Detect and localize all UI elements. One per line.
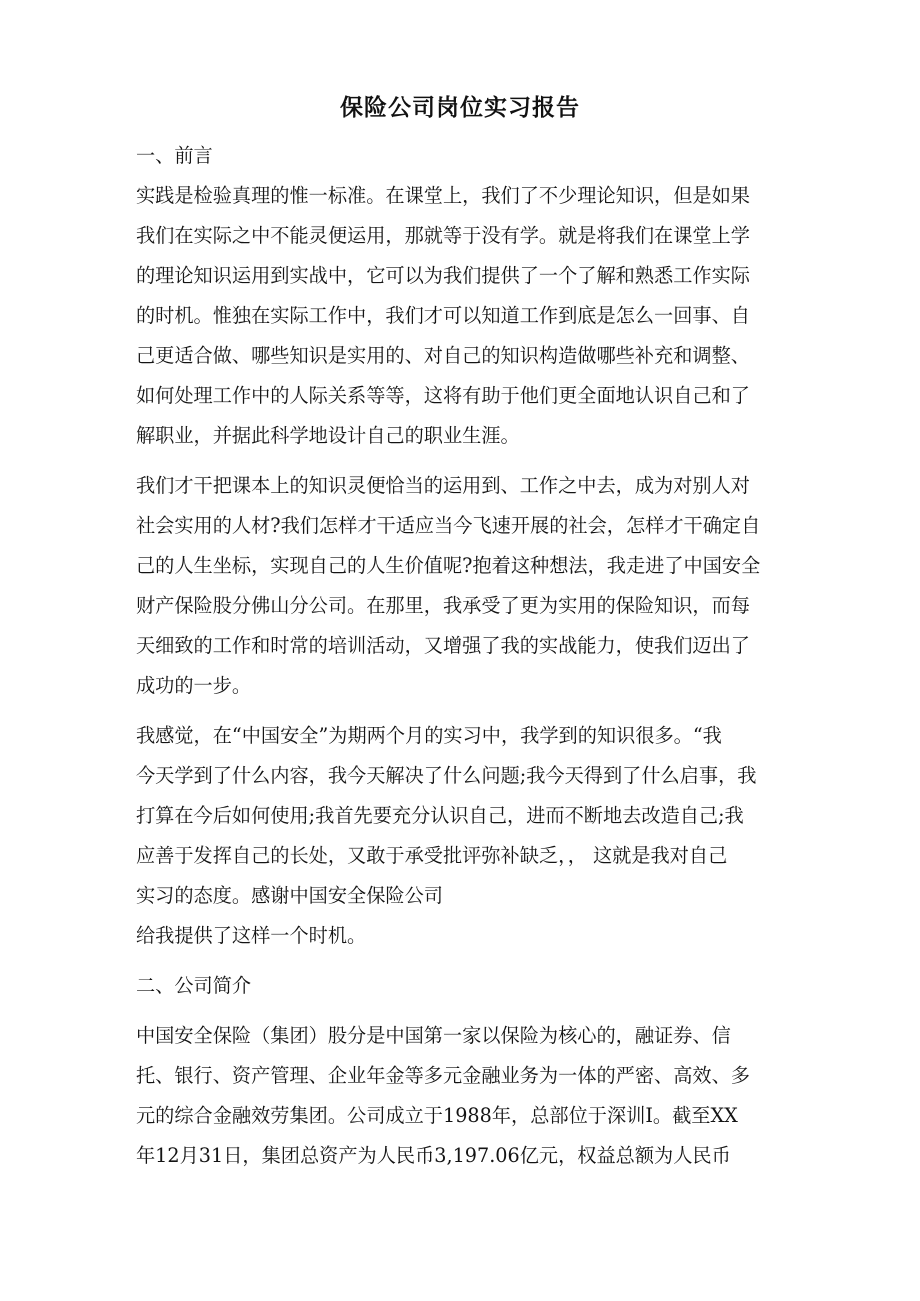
body-line: 我感觉，在“中国安全”为期两个月的实习中，我学到的知识很多。“我 bbox=[136, 724, 722, 747]
body-line: 打算在今后如何使用;我首先要充分认识自己，进而不断地去改造自己;我 bbox=[136, 804, 744, 827]
body-line: 己的人生坐标，实现自己的人生价值呢?抱着这种想法，我走进了中国安全 bbox=[136, 554, 761, 577]
body-line: 己更适合做、哪些知识是实用的、对自己的知识构造做哪些补充和调整、 bbox=[136, 344, 750, 367]
body-line: 的时机。惟独在实际工作中，我们才可以知道工作到底是怎么一回事、自 bbox=[136, 304, 750, 327]
body-line: 的理论知识运用到实战中，它可以为我们提供了一个了解和熟悉工作实际 bbox=[136, 264, 750, 287]
body-line: 年12月31日，集团总资产为人民币3,197.06亿元，权益总额为人民币 bbox=[136, 1144, 731, 1167]
body-line: 元的综合金融效劳集团。公司成立于1988年，总部位于深训I。截至XX bbox=[136, 1104, 738, 1127]
body-line: 实习的态度。感谢中国安全保险公司 bbox=[136, 884, 443, 907]
section-heading-company-profile: 二、公司简介 bbox=[136, 974, 252, 997]
body-line: 今天学到了什么内容，我今天解决了什么问题;我今天得到了什么启事，我 bbox=[136, 764, 757, 787]
body-line: 解职业，并据此科学地设计自己的职业生涯。 bbox=[136, 424, 520, 447]
body-line: 天细致的工作和时常的培训活动，又增强了我的实战能力，使我们迈出了 bbox=[136, 634, 750, 657]
body-line: 给我提供了这样一个时机。 bbox=[136, 924, 367, 947]
body-line: 应善于发挥自己的长处，又敢于承受批评弥补缺乏，， 这就是我对自己 bbox=[136, 844, 728, 867]
body-line: 中国安全保险（集团）股分是中国第一家以保险为核心的，融证券、信 bbox=[136, 1024, 731, 1047]
body-line: 实践是检验真理的惟一标准。在课堂上，我们了不少理论知识，但是如果 bbox=[136, 184, 750, 207]
body-line: 财产保险股分佛山分公司。在那里，我承受了更为实用的保险知识，而每 bbox=[136, 594, 750, 617]
section-heading-preface: 一、前言 bbox=[136, 144, 213, 167]
body-line: 托、银行、资产管理、企业年金等多元金融业务为一体的严密、高效、多 bbox=[136, 1064, 750, 1087]
body-line: 如何处理工作中的人际关系等等，这将有助于他们更全面地认识自己和了 bbox=[136, 384, 750, 407]
body-line: 社会实用的人材?我们怎样才干适应当今飞速开展的社会，怎样才干确定自 bbox=[136, 514, 761, 537]
body-line: 我们在实际之中不能灵便运用，那就等于没有学。就是将我们在课堂上学 bbox=[136, 224, 750, 247]
body-line: 成功的一步。 bbox=[136, 674, 252, 697]
body-line: 我们才干把课本上的知识灵便恰当的运用到、工作之中去，成为对别人对 bbox=[136, 474, 750, 497]
document-title: 保险公司岗位实习报告 bbox=[340, 95, 580, 121]
